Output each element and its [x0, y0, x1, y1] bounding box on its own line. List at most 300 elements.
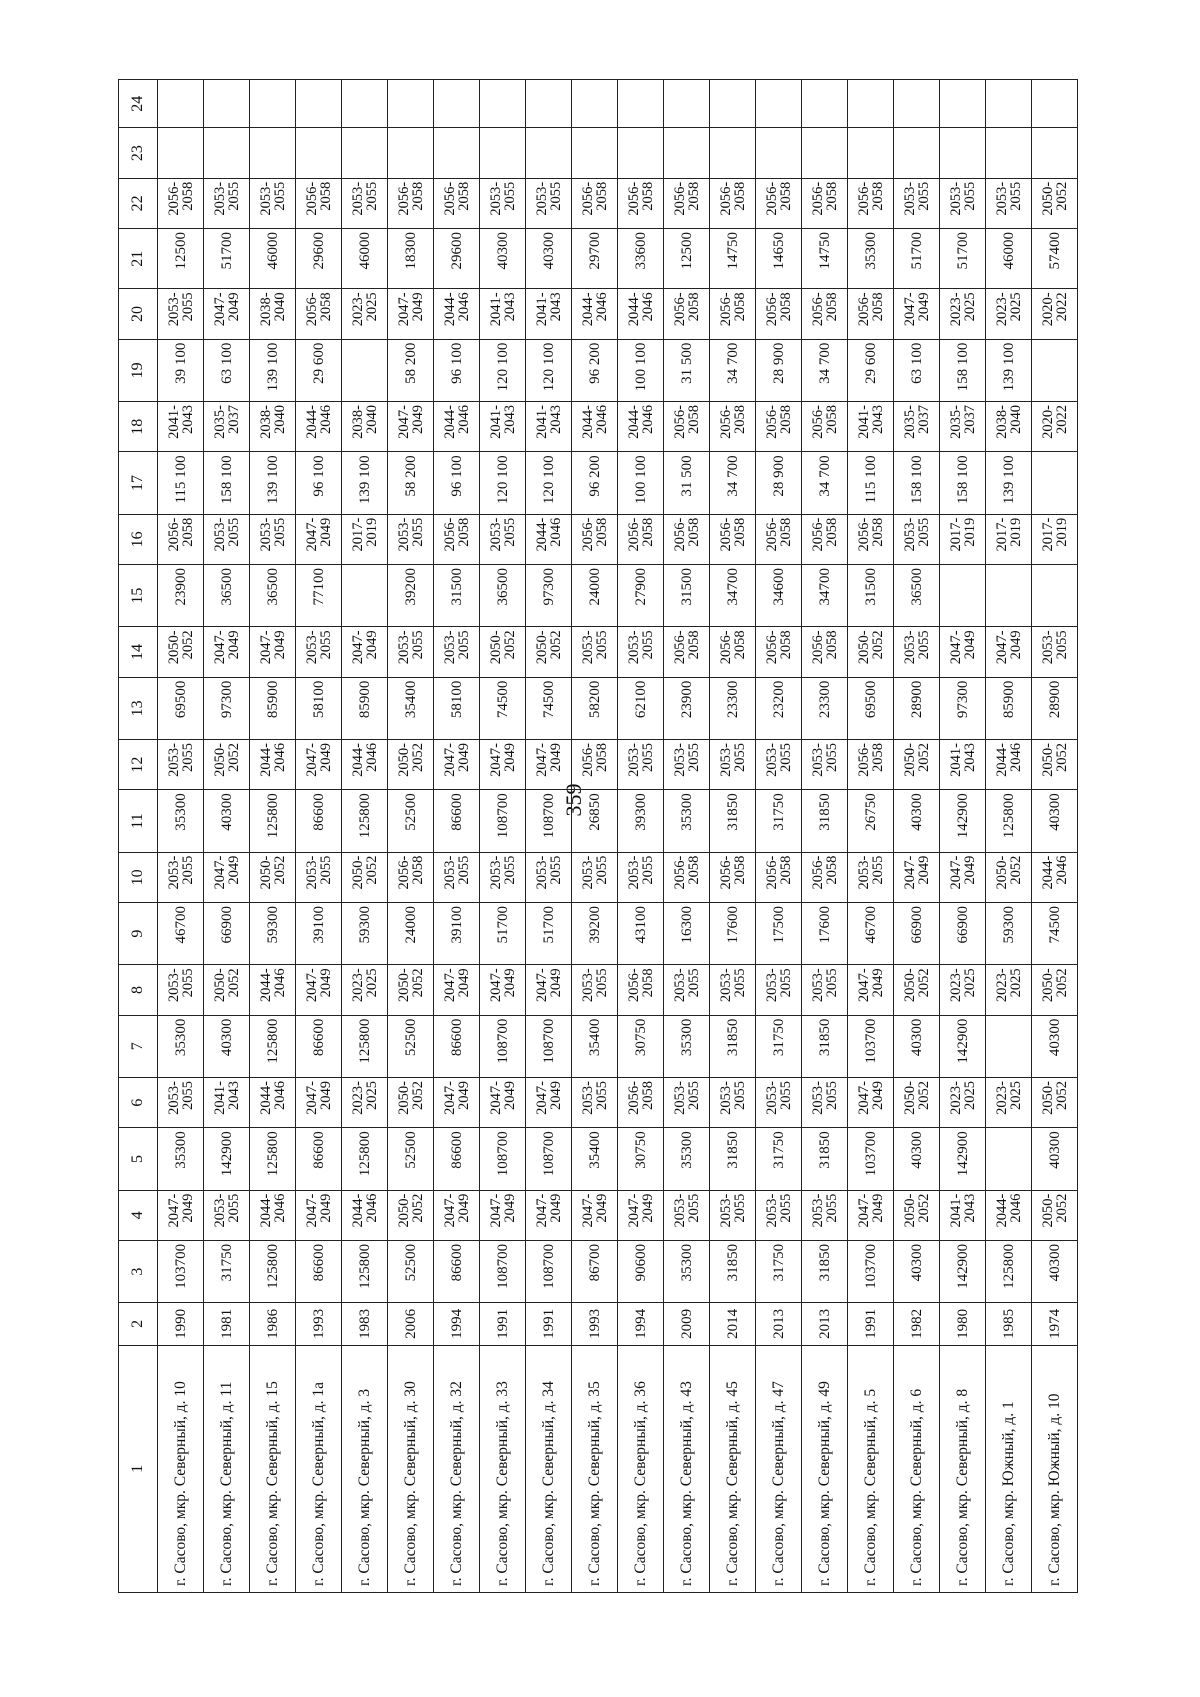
period-value: 2056- 2058 — [763, 405, 794, 439]
address-cell: г. Сасово, мкр. Северный, д. 10 — [158, 1345, 204, 1592]
period-value: 2050- 2052 — [257, 855, 288, 890]
period-value: 2053- 2055 — [165, 855, 196, 890]
address-cell: г. Сасово, мкр. Северный, д. 34 — [526, 1345, 572, 1592]
column-header: 4 — [119, 1190, 158, 1240]
table-row — [1032, 80, 1078, 1593]
table-cell: 12500 — [664, 229, 710, 289]
period-value: 2041- 2043 — [947, 1193, 978, 1228]
period-value: 2056- 2058 — [395, 855, 426, 890]
period-value: 2020- 2022 — [1039, 405, 1070, 439]
period-value: 2056- 2058 — [809, 855, 840, 890]
period-cell — [480, 289, 526, 339]
period-cell — [480, 1190, 526, 1240]
period-value: 2050- 2052 — [395, 1080, 426, 1115]
table-cell: 74500 — [480, 677, 526, 739]
table-cell: 31 500 — [664, 339, 710, 401]
table-cell: 40300 — [894, 1240, 940, 1302]
table-cell: 58 200 — [388, 339, 434, 401]
table-cell: 18300 — [388, 229, 434, 289]
table-cell: 158 100 — [940, 452, 986, 514]
period-value: 2056- 2058 — [579, 743, 610, 777]
table-cell: 108700 — [526, 1128, 572, 1190]
table-row — [986, 80, 1032, 1593]
period-value: 2056- 2058 — [717, 181, 748, 216]
period-value: 2056- 2058 — [763, 292, 794, 327]
table-cell: 39200 — [388, 564, 434, 626]
period-value: 2056- 2058 — [625, 517, 656, 552]
period-cell — [1032, 178, 1078, 228]
period-value: 2044- 2046 — [579, 292, 610, 327]
period-cell — [848, 178, 894, 228]
period-value: 2056- 2058 — [763, 181, 794, 216]
period-value: 2047- 2049 — [441, 743, 472, 777]
period-value: 2053- 2055 — [855, 855, 886, 890]
table-cell: 35400 — [572, 1128, 618, 1190]
table-cell: 85900 — [986, 677, 1032, 739]
period-cell — [1032, 965, 1078, 1015]
table-cell: 139 100 — [250, 452, 296, 514]
table-cell: 51700 — [894, 229, 940, 289]
period-cell — [848, 1077, 894, 1127]
table-cell: 39300 — [618, 790, 664, 852]
table-row — [480, 80, 526, 1593]
table-cell: 40300 — [1032, 1015, 1078, 1077]
period-cell — [526, 852, 572, 902]
period-value: 2053- 2055 — [165, 1080, 196, 1115]
period-value: 2047- 2049 — [579, 1193, 610, 1228]
period-cell — [756, 178, 802, 228]
table-cell: 96 100 — [296, 452, 342, 514]
period-cell — [434, 514, 480, 564]
period-cell — [526, 1077, 572, 1127]
table-cell — [940, 80, 986, 128]
period-value: 2050- 2052 — [901, 1193, 932, 1228]
period-cell — [526, 178, 572, 228]
table-cell — [1032, 339, 1078, 401]
period-cell — [572, 740, 618, 790]
period-value: 2044- 2046 — [257, 743, 288, 777]
table-cell: 14750 — [710, 229, 756, 289]
table-cell — [848, 128, 894, 178]
table-row — [342, 80, 388, 1593]
period-cell — [1032, 627, 1078, 677]
period-cell — [342, 1190, 388, 1240]
period-cell — [250, 289, 296, 339]
period-cell — [940, 965, 986, 1015]
period-cell — [526, 402, 572, 452]
period-value: 2050- 2052 — [1039, 743, 1070, 777]
period-cell — [388, 178, 434, 228]
table-cell: 29600 — [434, 229, 480, 289]
period-cell — [572, 627, 618, 677]
table-cell: 30750 — [618, 1015, 664, 1077]
period-value: 2050- 2052 — [1039, 1193, 1070, 1228]
period-cell — [802, 178, 848, 228]
table-cell: 29600 — [296, 229, 342, 289]
period-value: 2056- 2058 — [625, 1080, 656, 1115]
table-cell — [986, 80, 1032, 128]
address-cell: г. Сасово, мкр. Северный, д. 5 — [848, 1345, 894, 1592]
table-cell: 40300 — [894, 1128, 940, 1190]
table-cell: 139 100 — [986, 339, 1032, 401]
period-cell — [848, 852, 894, 902]
period-value: 2053- 2055 — [809, 1080, 840, 1115]
period-value: 2056- 2058 — [671, 630, 702, 665]
period-cell — [756, 965, 802, 1015]
column-header: 16 — [119, 514, 158, 564]
period-cell — [434, 1077, 480, 1127]
table-cell: 125800 — [250, 1015, 296, 1077]
table-cell: 86600 — [434, 790, 480, 852]
period-cell — [940, 1190, 986, 1240]
table-cell: 125800 — [250, 790, 296, 852]
period-cell — [480, 740, 526, 790]
period-value: 2053- 2055 — [487, 855, 518, 890]
table-cell: 35300 — [158, 1015, 204, 1077]
table-cell: 86600 — [296, 1015, 342, 1077]
period-cell — [894, 627, 940, 677]
period-value: 2056- 2058 — [395, 181, 426, 216]
period-value: 2053- 2055 — [165, 968, 196, 1003]
table-cell: 158 100 — [940, 339, 986, 401]
period-value: 2056- 2058 — [809, 630, 840, 665]
table-cell: 103700 — [848, 1240, 894, 1302]
table-cell: 35300 — [664, 1240, 710, 1302]
period-value: 2050- 2052 — [901, 968, 932, 1003]
period-cell — [204, 514, 250, 564]
period-cell — [710, 178, 756, 228]
year-cell: 1991 — [480, 1303, 526, 1345]
table-cell: 46000 — [250, 229, 296, 289]
table-cell: 31500 — [434, 564, 480, 626]
period-value: 2056- 2058 — [671, 517, 702, 552]
period-cell — [986, 289, 1032, 339]
table-cell: 34700 — [710, 564, 756, 626]
table-cell — [342, 80, 388, 128]
column-header: 21 — [119, 229, 158, 289]
table-cell: 52500 — [388, 790, 434, 852]
table-cell: 34 700 — [802, 452, 848, 514]
period-value: 2044- 2046 — [993, 743, 1024, 777]
period-value: 2053- 2055 — [257, 517, 288, 552]
table-cell: 139 100 — [250, 339, 296, 401]
period-cell — [388, 740, 434, 790]
table-cell: 29700 — [572, 229, 618, 289]
period-cell — [296, 402, 342, 452]
table-cell: 103700 — [158, 1240, 204, 1302]
table-cell: 31850 — [802, 790, 848, 852]
period-cell — [296, 514, 342, 564]
table-cell: 120 100 — [480, 452, 526, 514]
table-cell — [986, 1015, 1032, 1077]
period-value: 2053- 2055 — [579, 968, 610, 1003]
period-value: 2050- 2052 — [165, 630, 196, 665]
table-cell: 74500 — [1032, 902, 1078, 964]
table-cell: 58100 — [296, 677, 342, 739]
period-value: 2050- 2052 — [211, 968, 242, 1003]
table-cell: 35300 — [158, 790, 204, 852]
period-cell — [618, 852, 664, 902]
column-header: 2 — [119, 1303, 158, 1345]
table-cell: 39100 — [296, 902, 342, 964]
table-cell — [986, 1128, 1032, 1190]
table-cell — [296, 128, 342, 178]
table-cell — [940, 128, 986, 178]
period-cell — [618, 289, 664, 339]
period-cell — [894, 289, 940, 339]
year-cell: 2006 — [388, 1303, 434, 1345]
table-cell: 125800 — [986, 1240, 1032, 1302]
period-cell — [296, 627, 342, 677]
column-header: 7 — [119, 1015, 158, 1077]
period-cell — [894, 402, 940, 452]
period-cell — [894, 740, 940, 790]
table-cell: 139 100 — [986, 452, 1032, 514]
period-value: 2053- 2055 — [303, 630, 334, 665]
table-cell: 35300 — [664, 790, 710, 852]
address-cell: г. Сасово, мкр. Северный, д. 36 — [618, 1345, 664, 1592]
period-cell — [986, 178, 1032, 228]
period-value: 2044- 2046 — [349, 743, 380, 777]
column-header: 3 — [119, 1240, 158, 1302]
period-value: 2044- 2046 — [1039, 855, 1070, 890]
table-cell: 69500 — [848, 677, 894, 739]
year-cell: 1985 — [986, 1303, 1032, 1345]
table-cell — [986, 128, 1032, 178]
table-row — [250, 80, 296, 1593]
table-cell: 120 100 — [526, 452, 572, 514]
period-value: 2053- 2055 — [625, 630, 656, 665]
period-value: 2053- 2055 — [671, 743, 702, 777]
period-value: 2056- 2058 — [717, 405, 748, 439]
period-value: 2035- 2037 — [211, 405, 242, 439]
period-cell — [388, 1077, 434, 1127]
period-value: 2050- 2052 — [395, 743, 426, 777]
period-cell — [1032, 514, 1078, 564]
table-cell: 28900 — [894, 677, 940, 739]
period-cell — [756, 740, 802, 790]
period-value: 2053- 2055 — [257, 181, 288, 216]
period-value: 2056- 2058 — [809, 181, 840, 216]
period-cell — [848, 514, 894, 564]
address-cell: г. Сасово, мкр. Северный, д. 47 — [756, 1345, 802, 1592]
period-cell — [572, 178, 618, 228]
period-value: 2053- 2055 — [671, 1193, 702, 1228]
period-value: 2038- 2040 — [349, 405, 380, 439]
period-value: 2053- 2055 — [579, 1080, 610, 1115]
table-cell: 31850 — [710, 790, 756, 852]
period-cell — [986, 1077, 1032, 1127]
period-value: 2056- 2058 — [855, 181, 886, 216]
period-cell — [802, 1077, 848, 1127]
table-cell: 28900 — [1032, 677, 1078, 739]
period-value: 2053- 2055 — [717, 1193, 748, 1228]
table-cell: 158 100 — [204, 452, 250, 514]
period-value: 2053- 2055 — [901, 630, 932, 665]
table-cell: 108700 — [526, 1240, 572, 1302]
table-cell — [480, 80, 526, 128]
table-cell: 23900 — [664, 677, 710, 739]
period-cell — [618, 740, 664, 790]
period-cell — [250, 178, 296, 228]
table-cell — [158, 128, 204, 178]
period-value: 2023- 2025 — [349, 292, 380, 327]
period-cell — [434, 1190, 480, 1240]
period-cell — [342, 178, 388, 228]
period-cell — [158, 740, 204, 790]
period-cell — [204, 740, 250, 790]
table-cell: 96 100 — [434, 339, 480, 401]
table-cell: 34 700 — [710, 339, 756, 401]
period-value: 2047- 2049 — [947, 855, 978, 890]
period-value: 2047- 2049 — [993, 630, 1024, 665]
table-cell: 120 100 — [480, 339, 526, 401]
table-cell: 34700 — [802, 564, 848, 626]
period-value: 2023- 2025 — [947, 968, 978, 1003]
period-cell — [480, 852, 526, 902]
period-cell — [940, 627, 986, 677]
period-value: 2056- 2058 — [717, 630, 748, 665]
period-cell — [572, 514, 618, 564]
period-cell — [158, 1190, 204, 1240]
period-cell — [342, 514, 388, 564]
period-value: 2047- 2049 — [303, 968, 334, 1003]
table-cell: 23300 — [802, 677, 848, 739]
table-row — [756, 80, 802, 1593]
period-value: 2023- 2025 — [993, 968, 1024, 1003]
table-cell: 69500 — [158, 677, 204, 739]
table-cell: 24000 — [572, 564, 618, 626]
table-cell: 86600 — [296, 1240, 342, 1302]
period-cell — [296, 178, 342, 228]
table-cell: 31850 — [802, 1015, 848, 1077]
period-cell — [1032, 1190, 1078, 1240]
year-cell: 1980 — [940, 1303, 986, 1345]
period-cell — [940, 402, 986, 452]
table-cell — [434, 128, 480, 178]
table-cell: 26850 — [572, 790, 618, 852]
table-cell: 23300 — [710, 677, 756, 739]
table-cell: 103700 — [848, 1128, 894, 1190]
period-value: 2053- 2055 — [395, 630, 426, 665]
table-cell: 108700 — [526, 790, 572, 852]
period-cell — [940, 1077, 986, 1127]
table-cell: 108700 — [480, 1240, 526, 1302]
period-cell — [940, 178, 986, 228]
table-cell: 63 100 — [894, 339, 940, 401]
period-cell — [940, 740, 986, 790]
period-value: 2047- 2049 — [533, 1193, 564, 1228]
data-table — [118, 79, 1078, 1593]
year-cell: 2014 — [710, 1303, 756, 1345]
column-header: 12 — [119, 740, 158, 790]
period-cell — [480, 514, 526, 564]
period-value: 2056- 2058 — [441, 181, 472, 216]
period-value: 2017- 2019 — [947, 517, 978, 552]
period-cell — [526, 965, 572, 1015]
table-cell — [342, 339, 388, 401]
period-cell — [756, 1190, 802, 1240]
table-cell: 17500 — [756, 902, 802, 964]
period-value: 2053- 2055 — [809, 743, 840, 777]
table-cell: 85900 — [342, 677, 388, 739]
table-cell: 58 200 — [388, 452, 434, 514]
table-cell: 52500 — [388, 1240, 434, 1302]
period-cell — [526, 514, 572, 564]
table-cell: 97300 — [526, 564, 572, 626]
period-value: 2023- 2025 — [947, 1080, 978, 1115]
period-cell — [710, 514, 756, 564]
table-cell: 31750 — [756, 1128, 802, 1190]
period-value: 2056- 2058 — [625, 181, 656, 216]
address-cell: г. Сасово, мкр. Северный, д. 35 — [572, 1345, 618, 1592]
table-cell — [434, 80, 480, 128]
column-header: 1 — [119, 1345, 158, 1592]
column-header: 23 — [119, 128, 158, 178]
period-value: 2047- 2049 — [901, 855, 932, 890]
period-cell — [342, 965, 388, 1015]
address-cell: г. Сасово, мкр. Южный, д. 1 — [986, 1345, 1032, 1592]
period-value: 2056- 2058 — [763, 630, 794, 665]
period-value: 2047- 2049 — [855, 1080, 886, 1115]
period-cell — [250, 1190, 296, 1240]
table-cell: 158 100 — [894, 452, 940, 514]
period-cell — [664, 852, 710, 902]
table-cell — [986, 564, 1032, 626]
table-cell: 62100 — [618, 677, 664, 739]
period-value: 2047- 2049 — [211, 855, 242, 890]
period-value: 2050- 2052 — [487, 630, 518, 665]
period-cell — [802, 514, 848, 564]
period-cell — [1032, 740, 1078, 790]
period-cell — [664, 402, 710, 452]
table-cell: 86600 — [296, 1128, 342, 1190]
period-cell — [756, 514, 802, 564]
period-value: 2056- 2058 — [855, 292, 886, 327]
table-cell — [572, 80, 618, 128]
table-cell: 30750 — [618, 1128, 664, 1190]
period-value: 2053- 2055 — [165, 292, 196, 327]
period-cell — [710, 1077, 756, 1127]
period-cell — [986, 627, 1032, 677]
table-cell: 58200 — [572, 677, 618, 739]
table-cell: 125800 — [342, 790, 388, 852]
table-cell: 51700 — [480, 902, 526, 964]
period-cell — [802, 852, 848, 902]
period-cell — [986, 1190, 1032, 1240]
period-cell — [250, 965, 296, 1015]
period-value: 2053- 2055 — [441, 630, 472, 665]
address-cell: г. Сасово, мкр. Северный, д. 43 — [664, 1345, 710, 1592]
table-cell — [710, 80, 756, 128]
period-cell — [480, 178, 526, 228]
table-cell: 36500 — [204, 564, 250, 626]
period-value: 2047- 2049 — [901, 292, 932, 327]
period-value: 2047- 2049 — [303, 1080, 334, 1115]
period-value: 2056- 2058 — [165, 181, 196, 216]
period-value: 2017- 2019 — [993, 517, 1024, 552]
period-value: 2056- 2058 — [717, 517, 748, 552]
period-value: 2041- 2043 — [211, 1080, 242, 1115]
period-cell — [250, 514, 296, 564]
table-cell: 51700 — [526, 902, 572, 964]
table-cell — [1032, 452, 1078, 514]
period-value: 2047- 2049 — [257, 630, 288, 665]
table-cell: 58100 — [434, 677, 480, 739]
period-value: 2056- 2058 — [671, 181, 702, 216]
period-cell — [802, 627, 848, 677]
column-header: 17 — [119, 452, 158, 514]
